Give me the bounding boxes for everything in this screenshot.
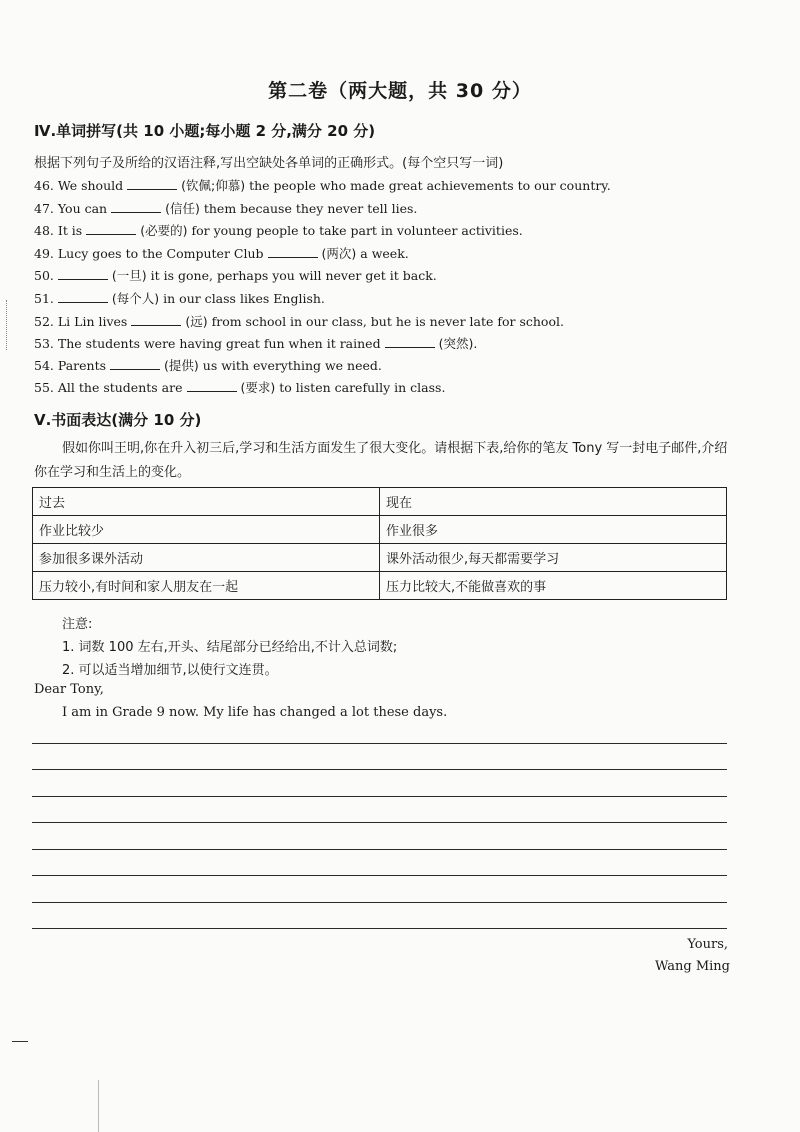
question-number: 47.	[34, 201, 54, 216]
table-header-now: 现在	[380, 488, 727, 516]
section-4-instruction: 根据下列句子及所给的汉语注释,写出空缺处各单词的正确形式。(每个空只写一词)	[34, 156, 504, 171]
section-5-heading: Ⅴ.书面表达(满分 10 分)	[34, 411, 202, 429]
answer-blank[interactable]	[131, 313, 181, 326]
question-number: 55.	[34, 380, 54, 395]
writing-line[interactable]	[32, 769, 727, 770]
table-cell: 压力较小,有时间和家人朋友在一起	[33, 572, 380, 600]
answer-blank[interactable]	[268, 245, 318, 258]
notes-title: 注意:	[62, 617, 93, 632]
table-row	[33, 544, 727, 572]
question-number: 52.	[34, 314, 54, 329]
question-text-before: Parents	[57, 358, 107, 373]
question-number: 51.	[34, 291, 54, 306]
chinese-hint: (钦佩;仰慕)	[181, 178, 246, 193]
question-text-before: The students were having great fun when it rained	[57, 336, 381, 351]
table-cell: 作业很多	[380, 516, 727, 544]
comparison-table	[32, 487, 727, 600]
chinese-hint: (信任)	[165, 201, 200, 216]
answer-blank[interactable]	[58, 267, 108, 280]
question-47	[34, 200, 417, 217]
question-number: 54.	[34, 358, 54, 373]
chinese-hint: (每个人)	[111, 291, 160, 306]
chinese-hint: (突然).	[438, 336, 478, 351]
writing-line[interactable]	[32, 796, 727, 797]
table-header-row	[33, 488, 727, 516]
question-text-before: You can	[57, 201, 108, 216]
table-row	[33, 572, 727, 600]
question-51	[34, 290, 325, 307]
table-cell: 压力比较大,不能做喜欢的事	[380, 572, 727, 600]
answer-blank[interactable]	[187, 379, 237, 392]
question-text-after: them because they never tell lies.	[203, 201, 418, 216]
note-item: 2. 可以适当增加细节,以使行文连贯。	[62, 663, 278, 678]
writing-line[interactable]	[32, 743, 727, 744]
margin-line	[98, 1080, 99, 1132]
question-55	[34, 379, 445, 396]
writing-line[interactable]	[32, 902, 727, 903]
question-text-after: the people who made great achievements to our country.	[249, 178, 611, 193]
question-48	[34, 222, 523, 239]
writing-line[interactable]	[32, 928, 727, 929]
section-4-heading: Ⅳ.单词拼写(共 10 小题;每小题 2 分,满分 20 分)	[34, 122, 376, 140]
chinese-hint: (一旦)	[111, 268, 147, 283]
question-54	[34, 357, 382, 374]
question-number: 53.	[34, 336, 54, 351]
question-number: 48.	[34, 223, 54, 238]
question-53	[34, 335, 477, 352]
margin-mark	[12, 1041, 28, 1042]
chinese-hint: (两次)	[321, 246, 357, 261]
question-number: 50.	[34, 268, 54, 283]
table-row	[33, 516, 727, 544]
writing-line[interactable]	[32, 875, 727, 876]
question-text-before: Li Lin lives	[57, 314, 128, 329]
answer-blank[interactable]	[385, 335, 435, 348]
question-text-before: We should	[57, 178, 124, 193]
binding-dots	[6, 300, 10, 350]
answer-blank[interactable]	[86, 222, 136, 235]
question-text-after: a week.	[360, 246, 409, 261]
chinese-hint: (必要的)	[140, 223, 188, 238]
table-header-past: 过去	[33, 488, 380, 516]
question-text-before: All the students are	[57, 380, 183, 395]
answer-blank[interactable]	[110, 357, 160, 370]
question-text-after: us with everything we need.	[202, 358, 382, 373]
question-50	[34, 267, 437, 284]
question-text-before: Lucy goes to the Computer Club	[57, 246, 264, 261]
answer-blank[interactable]	[111, 200, 161, 213]
chinese-hint: (要求)	[240, 380, 276, 395]
table-cell: 课外活动很少,每天都需要学习	[380, 544, 727, 572]
letter-salutation: Dear Tony,	[34, 682, 104, 697]
question-52	[34, 313, 564, 330]
letter-signature: Wang Ming	[655, 959, 730, 974]
chinese-hint: (提供)	[164, 358, 199, 373]
question-text-after: from school in our class, but he is never late for school.	[211, 314, 564, 329]
note-item: 1. 词数 100 左右,开头、结尾部分已经给出,不计入总词数;	[62, 640, 398, 655]
question-text-after: it is gone, perhaps you will never get it back.	[150, 268, 437, 283]
chinese-hint: (远)	[185, 314, 208, 329]
question-number: 46.	[34, 178, 54, 193]
letter-opening: I am in Grade 9 now. My life has changed a lot these days.	[62, 705, 448, 720]
question-46	[34, 177, 611, 194]
question-text-before: It is	[57, 223, 83, 238]
question-text-after: to listen carefully in class.	[279, 380, 446, 395]
answer-blank[interactable]	[127, 177, 177, 190]
table-cell: 参加很多课外活动	[33, 544, 380, 572]
writing-line[interactable]	[32, 822, 727, 823]
answer-blank[interactable]	[58, 290, 108, 303]
question-49	[34, 245, 409, 262]
letter-closing: Yours,	[687, 937, 728, 952]
page-title: 第二卷（两大题，共 30 分）	[268, 80, 532, 102]
writing-prompt: 假如你叫王明,你在升入初三后,学习和生活方面发生了很大变化。请根据下表,给你的笔友 Tony 写一封电子邮件,介绍你在学习和生活上的变化。	[34, 441, 728, 480]
writing-line[interactable]	[32, 849, 727, 850]
question-text-after: for young people to take part in volunteer activities.	[191, 223, 523, 238]
table-cell: 作业比较少	[33, 516, 380, 544]
question-text-after: in our class likes English.	[163, 291, 325, 306]
question-number: 49.	[34, 246, 54, 261]
